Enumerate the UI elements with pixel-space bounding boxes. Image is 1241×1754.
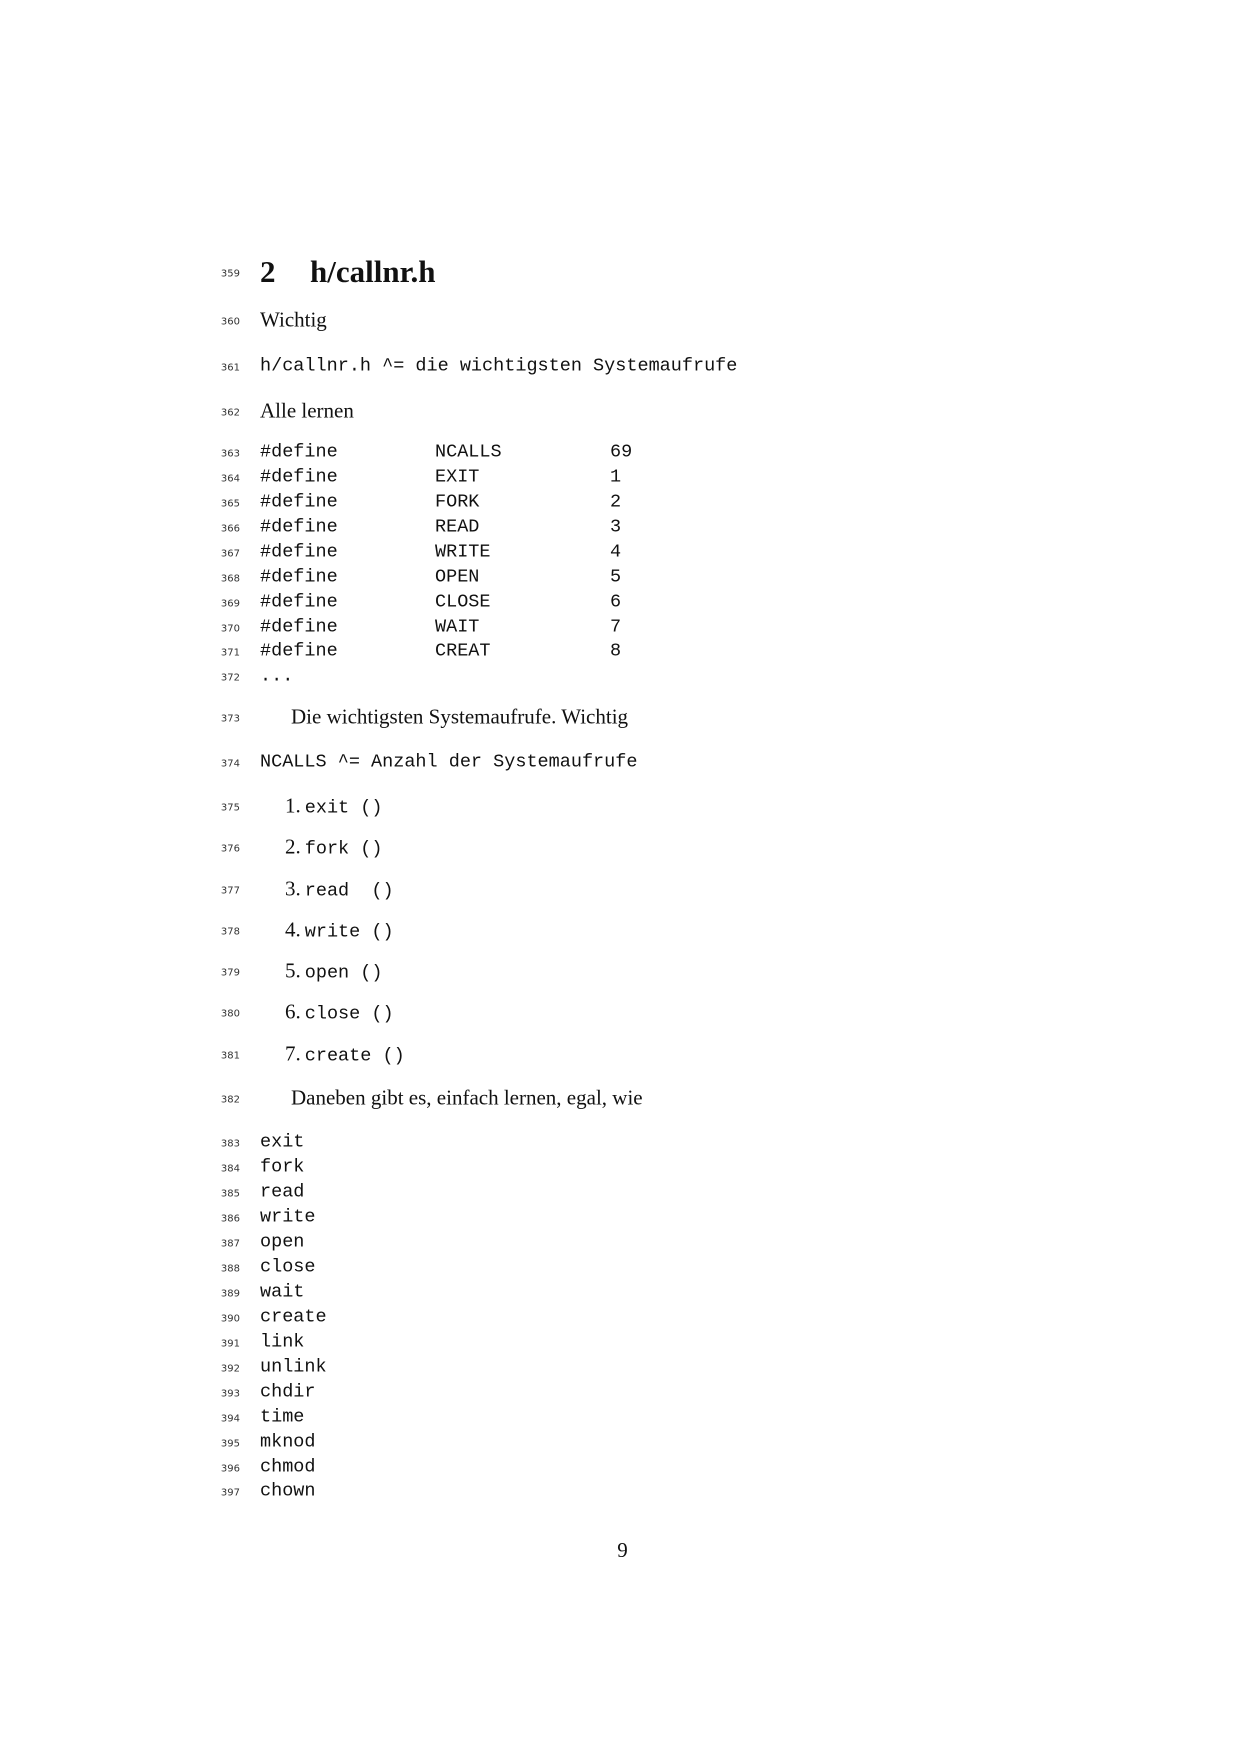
line-number: 387 [220, 1238, 240, 1250]
define-directive: #define [260, 466, 338, 488]
code-line [0, 747, 1241, 777]
line-number: 368 [220, 573, 240, 585]
list-index: 6. [285, 999, 301, 1024]
define-name: WRITE [435, 541, 491, 563]
list-item [0, 1039, 1241, 1069]
define-name: EXIT [435, 466, 480, 488]
code-text: NCALLS ^= Anzahl der Systemaufrufe [260, 751, 638, 773]
line-number: 363 [220, 448, 240, 460]
define-directive: #define [260, 491, 338, 513]
list-index: 4. [285, 917, 301, 942]
list-item [0, 791, 1241, 821]
syscall-name: chown [260, 1480, 316, 1502]
list-item [0, 874, 1241, 904]
syscall-name: chdir [260, 1381, 316, 1403]
line-number: 388 [220, 1263, 240, 1275]
define-value: 1 [610, 466, 622, 488]
define-value: 6 [610, 591, 622, 613]
syscall-name: fork [260, 1156, 305, 1178]
define-name: FORK [435, 491, 480, 513]
syscall-name: close [260, 1256, 316, 1278]
define-value: 8 [610, 640, 622, 662]
code-line [0, 351, 1241, 381]
line-number: 376 [220, 843, 240, 855]
line-number: 394 [220, 1413, 240, 1425]
line-number: 385 [220, 1188, 240, 1200]
define-value: 7 [610, 616, 622, 638]
syscall-name: mknod [260, 1431, 316, 1453]
page-footer [0, 1538, 1241, 1563]
define-name: NCALLS [435, 441, 502, 463]
section-heading-line [0, 254, 1241, 289]
line-number: 359 [220, 268, 240, 280]
syscall-name: read [260, 1181, 305, 1203]
define-directive: #define [260, 640, 338, 662]
line-number: 383 [220, 1138, 240, 1150]
syscall-name: exit [260, 1131, 305, 1153]
paragraph-text: Wichtig [260, 307, 327, 332]
list-index: 2. [285, 834, 301, 859]
define-name: CLOSE [435, 591, 491, 613]
line-number: 390 [220, 1313, 240, 1325]
paragraph-text: Die wichtigsten Systemaufrufe. Wichtig [291, 704, 629, 729]
define-name: CREAT [435, 640, 491, 662]
line-number: 372 [220, 672, 240, 684]
syscall-name: create [260, 1306, 327, 1328]
line-number: 391 [220, 1338, 240, 1350]
line-number: 373 [220, 713, 240, 725]
list-item [0, 956, 1241, 986]
line-number: 361 [220, 362, 240, 374]
line-number: 378 [220, 926, 240, 938]
line-number: 396 [220, 1463, 240, 1475]
ellipsis-text: ... [260, 665, 294, 687]
line-number: 375 [220, 802, 240, 814]
page-number: 9 [617, 1538, 628, 1562]
syscall-name: link [260, 1331, 305, 1353]
line-number: 384 [220, 1163, 240, 1175]
define-directive: #define [260, 616, 338, 638]
line-number: 367 [220, 548, 240, 560]
line-number: 397 [220, 1487, 240, 1499]
line-number: 379 [220, 967, 240, 979]
section-heading [260, 254, 435, 290]
define-directive: #define [260, 441, 338, 463]
list-call: open () [304, 962, 383, 984]
paragraph-text: Alle lernen [260, 398, 354, 423]
syscall-name: wait [260, 1281, 305, 1303]
line-number: 360 [220, 316, 240, 328]
syscall-name: write [260, 1206, 316, 1228]
define-name: READ [435, 516, 480, 538]
list-call: read () [304, 880, 394, 902]
line-number: 370 [220, 623, 240, 635]
define-name: WAIT [435, 616, 480, 638]
define-value: 69 [610, 441, 633, 463]
line-number: 392 [220, 1363, 240, 1375]
define-directive: #define [260, 566, 338, 588]
line-number: 366 [220, 523, 240, 535]
line-number: 380 [220, 1008, 240, 1020]
list-item [0, 997, 1241, 1027]
list-index: 7. [285, 1041, 301, 1066]
paragraph-text: Daneben gibt es, einfach lernen, egal, wie [291, 1085, 643, 1110]
list-call: write () [304, 921, 394, 943]
list-call: exit () [304, 797, 383, 819]
text-line [0, 305, 1241, 335]
list-call: close () [304, 1003, 394, 1025]
list-call: create () [304, 1045, 405, 1067]
define-value: 4 [610, 541, 622, 563]
define-directive: #define [260, 541, 338, 563]
syscall-name: time [260, 1406, 305, 1428]
line-number: 393 [220, 1388, 240, 1400]
text-line [0, 702, 1241, 732]
line-number: 381 [220, 1050, 240, 1062]
line-number: 382 [220, 1094, 240, 1106]
line-number: 395 [220, 1438, 240, 1450]
define-value: 2 [610, 491, 622, 513]
define-value: 5 [610, 566, 622, 588]
text-line [0, 1083, 1241, 1113]
section-title: h/callnr.h [310, 254, 436, 289]
syscall-name: open [260, 1231, 305, 1253]
define-value: 3 [610, 516, 622, 538]
code-text: h/callnr.h ^= die wichtigsten Systemaufrufe [260, 355, 738, 377]
list-call: fork () [304, 838, 383, 860]
line-number: 374 [220, 758, 240, 770]
line-number: 371 [220, 647, 240, 659]
list-index: 1. [285, 793, 301, 818]
code-line [0, 661, 1241, 691]
syscall-name: unlink [260, 1356, 327, 1378]
line-number: 389 [220, 1288, 240, 1300]
section-number: 2 [260, 254, 276, 289]
syscall-name: chmod [260, 1456, 316, 1478]
define-directive: #define [260, 591, 338, 613]
line-number: 369 [220, 598, 240, 610]
list-item [0, 832, 1241, 862]
line-number: 365 [220, 498, 240, 510]
code-line [0, 1476, 1241, 1506]
list-item [0, 915, 1241, 945]
line-number: 386 [220, 1213, 240, 1225]
define-directive: #define [260, 516, 338, 538]
list-index: 5. [285, 958, 301, 983]
define-name: OPEN [435, 566, 480, 588]
line-number: 377 [220, 885, 240, 897]
text-line [0, 396, 1241, 426]
list-index: 3. [285, 876, 301, 901]
line-number: 362 [220, 407, 240, 419]
line-number: 364 [220, 473, 240, 485]
